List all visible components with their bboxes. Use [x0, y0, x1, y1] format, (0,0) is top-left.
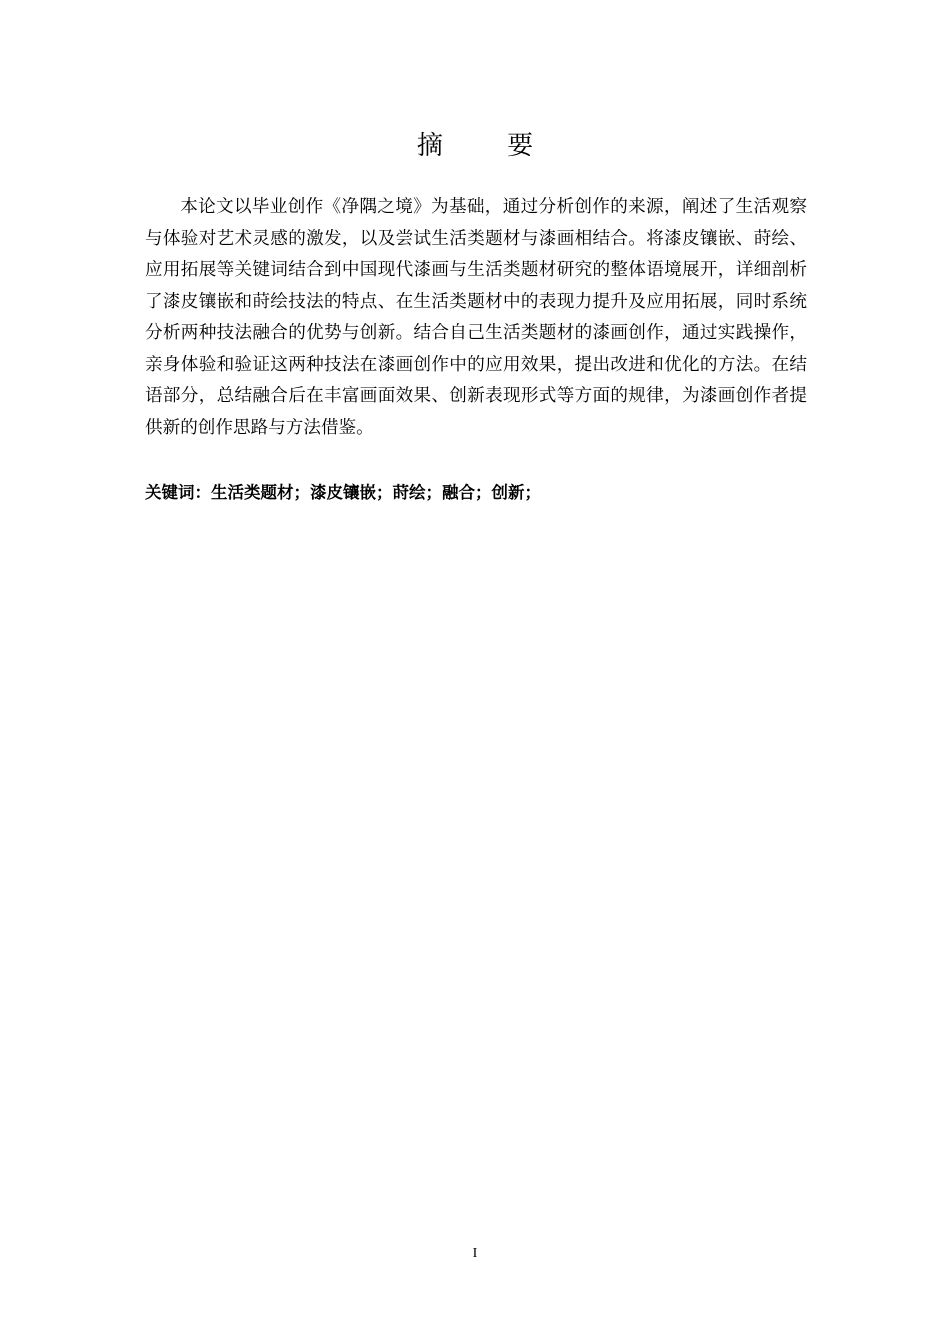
- abstract-body: [145, 192, 807, 444]
- page-number: I: [472, 1246, 478, 1261]
- abstract-title: 摘 要: [416, 131, 562, 161]
- abstract-paragraph: 本论文以毕业创作《净隅之境》为基础，通过分析创作的来源，阐述了生活观察与体验对艺术灵感的激发，以及尝试生活类题材与漆画相结合。将漆皮镶嵌、莳绘、应用拓展等关键词结合到中国现代漆画与生活类题材研究的整体语境展开，详细剖析了漆皮镶嵌和莳绘技法的特点、在生活类题材中的表现力提升及应用拓展，同时系统分析两种技法融合的优势与创新。结合自己生活类题材的漆画创作，通过实践操作，亲身体验和验证这两种技法在漆画创作中的应用效果，提出改进和优化的方法。在结语部分，总结融合后在丰富画面效果、创新表现形式等方面的规律，为漆画创作者提供新的创作思路与方法借鉴。: [145, 197, 807, 438]
- keywords-line: 关键词：生活类题材；漆皮镶嵌；莳绘；融合；创新；: [145, 483, 541, 502]
